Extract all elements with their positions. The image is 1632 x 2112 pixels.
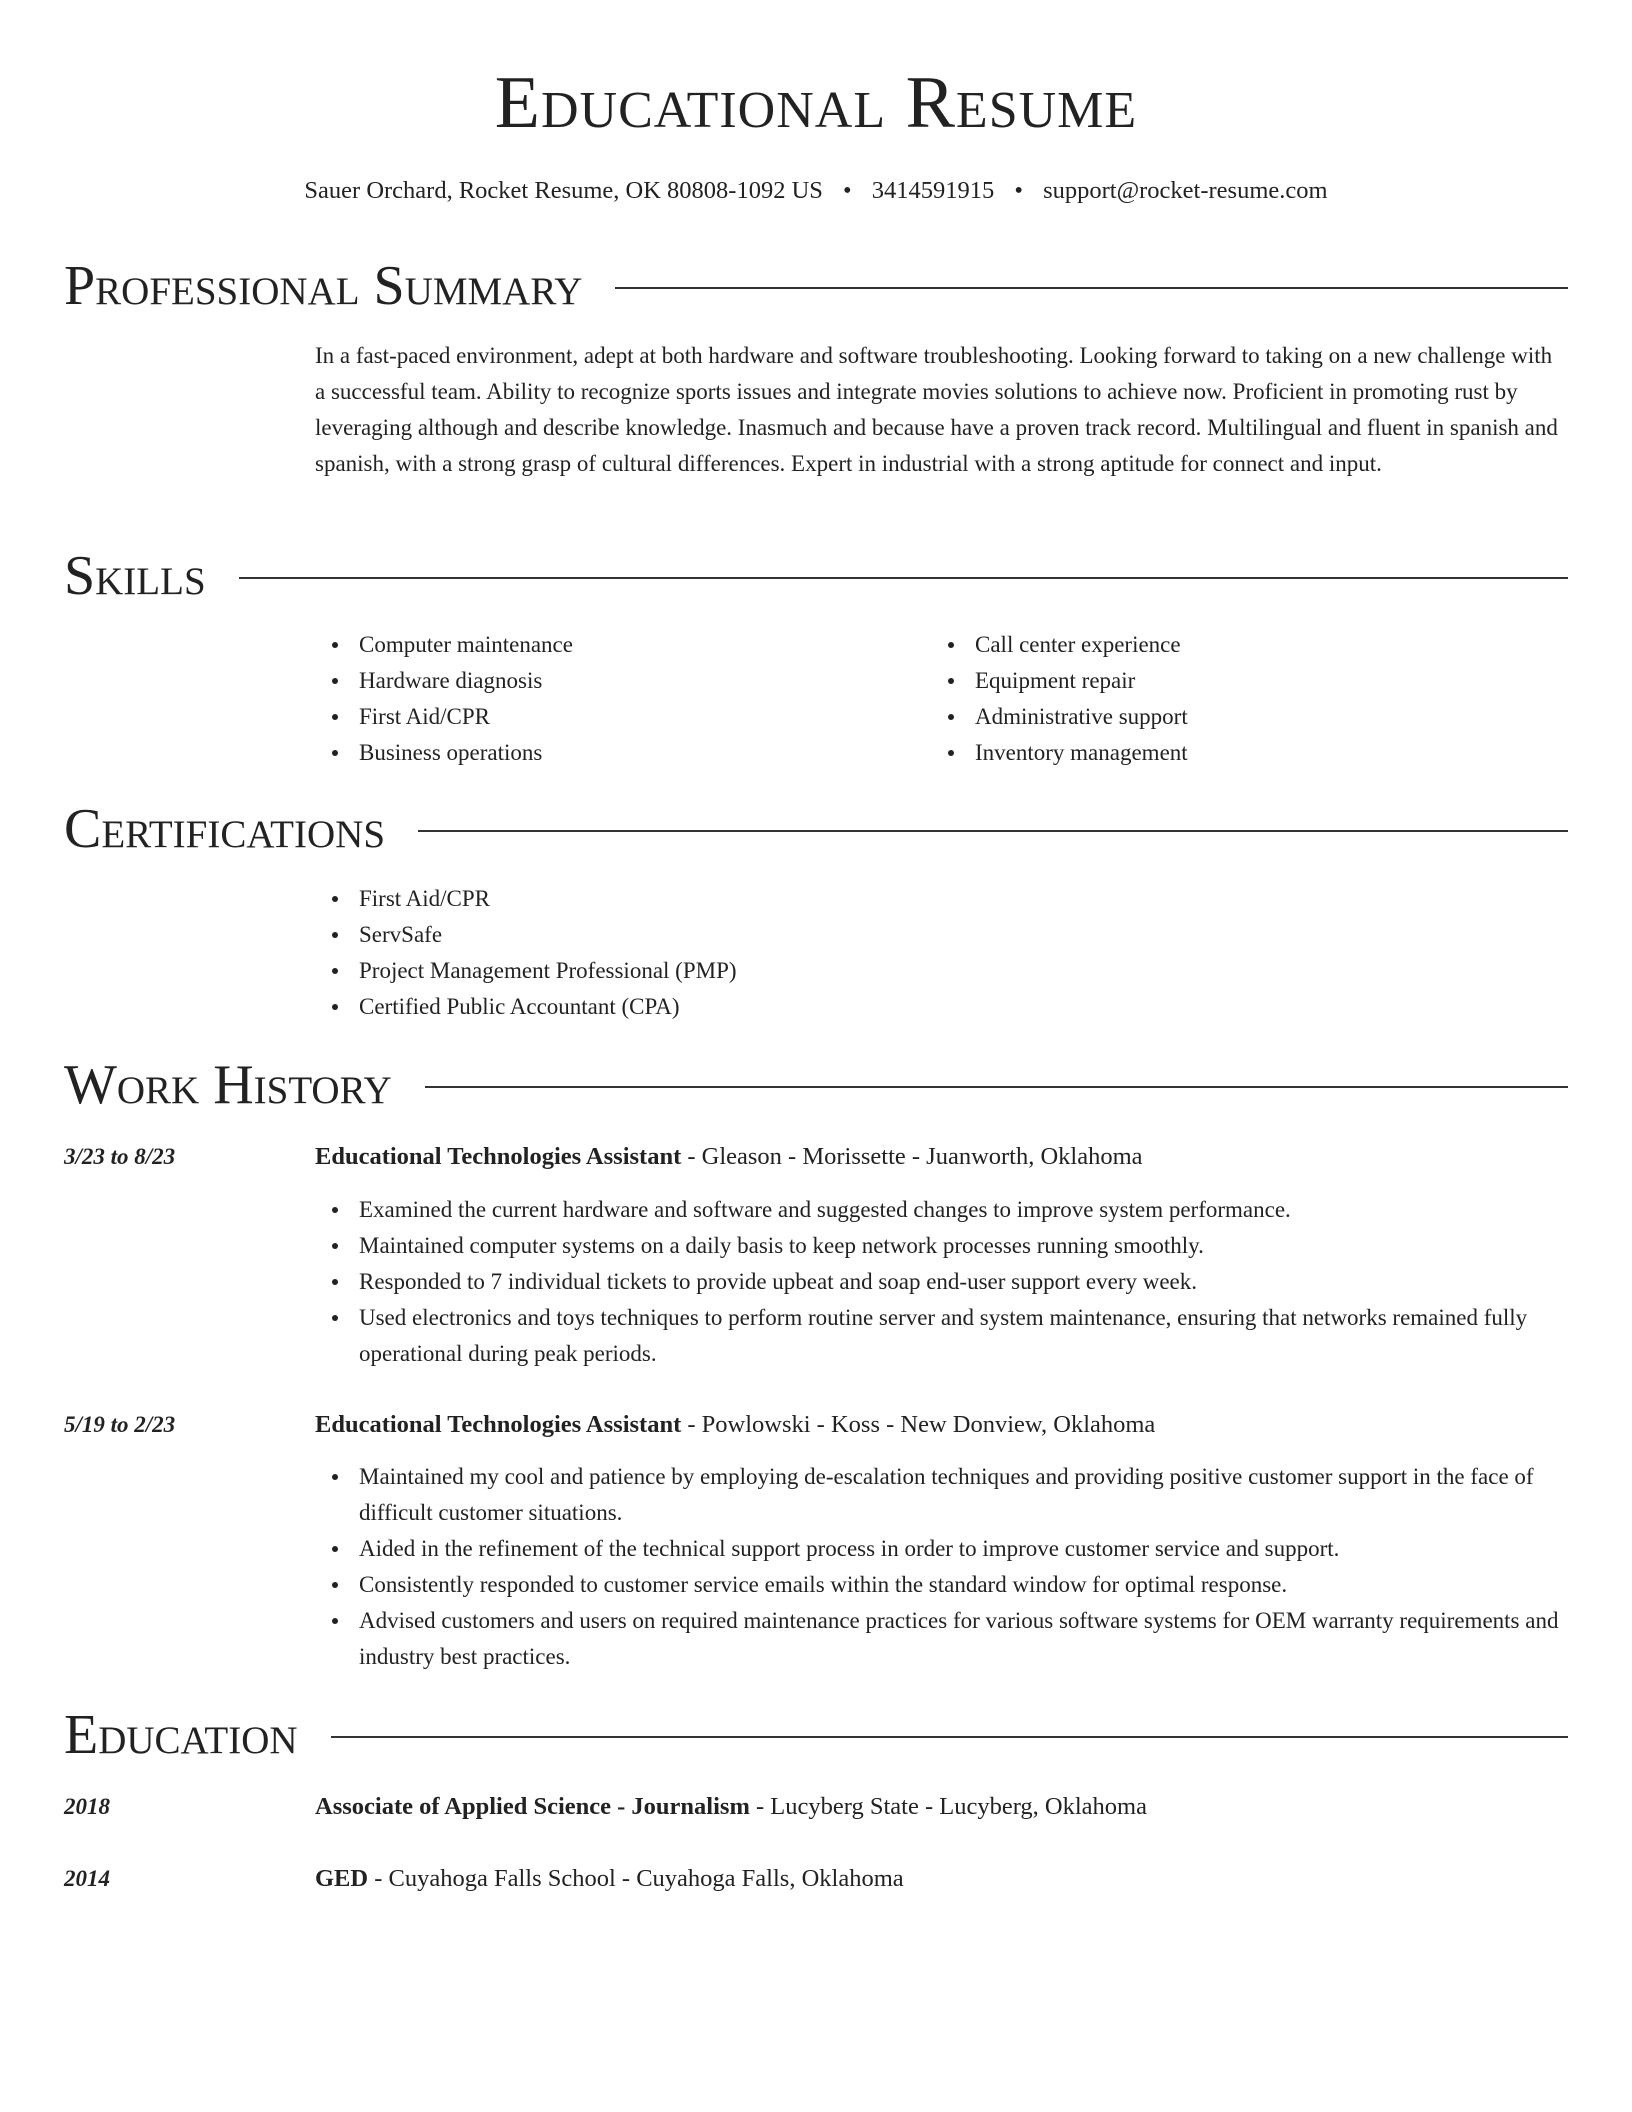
skill-item: Inventory management (931, 735, 1491, 771)
contact-address: Sauer Orchard, Rocket Resume, OK 80808-1092 US (304, 177, 823, 204)
section-divider (331, 1736, 1568, 1738)
certification-item: Project Management Professional (PMP) (315, 953, 1215, 989)
job-header (315, 1139, 1568, 1175)
contact-separator: • (1014, 177, 1023, 204)
skill-item: Business operations (315, 735, 875, 771)
section-title-summary: Professional Summary (64, 255, 583, 317)
job-bullet: Maintained my cool and patience by employing de-escalation techniques and providing positive customer support in the face of difficult customer situations. (315, 1459, 1568, 1531)
job-dates: 5/19 to 2/23 (64, 1412, 176, 1437)
job-bullets (315, 1459, 1568, 1675)
section-title-certifications: Certifications (64, 798, 386, 860)
contact-phone: 3414591915 (871, 177, 995, 204)
job-bullet: Responded to 7 individual tickets to provide upbeat and soap end-user support every week. (315, 1264, 1568, 1300)
job-bullet: Consistently responded to customer service emails within the standard window for optimal response. (315, 1567, 1568, 1603)
job-title: Educational Technologies Assistant (315, 1143, 682, 1170)
education-degree: GED (315, 1865, 369, 1892)
section-header-certifications (64, 797, 1568, 861)
summary-text: In a fast-paced environment, adept at both hardware and software troubleshooting. Looking forward to taking on a new challenge with a successful team. Ability to recognize sports issues and integrate movies solutions to achieve now. Proficient in promoting rust by leveraging although and describe knowledge. Inasmuch and because have a proven track record. Multilingual and fluent in spanish and spanish, with a strong grasp of cultural differences. Expert in industrial with a strong aptitude for connect and input. (315, 343, 1558, 476)
skill-item: Equipment repair (931, 663, 1491, 699)
section-title-work-history: Work History (64, 1054, 392, 1116)
section-title-skills: Skills (64, 545, 206, 607)
section-divider (615, 287, 1568, 289)
job-bullets (315, 1192, 1568, 1372)
contact-separator: • (843, 177, 852, 204)
skill-item: Computer maintenance (315, 627, 875, 663)
skills-list-left (315, 627, 875, 771)
education-details: - Cuyahoga Falls School - Cuyahoga Falls, Oklahoma (368, 1865, 904, 1892)
certification-item: Certified Public Accountant (CPA) (315, 989, 1215, 1025)
section-header-education (64, 1703, 1568, 1767)
job-dates: 3/23 to 8/23 (64, 1144, 176, 1169)
education-degree: Associate of Applied Science - Journalism (315, 1793, 750, 1820)
job-header (315, 1407, 1568, 1443)
job-title: Educational Technologies Assistant (315, 1411, 682, 1438)
contact-line (64, 176, 1568, 206)
skill-item: Call center experience (931, 627, 1491, 663)
certification-item: ServSafe (315, 917, 1215, 953)
education-year: 2014 (64, 1866, 110, 1891)
section-divider (239, 577, 1568, 579)
skill-item: Administrative support (931, 699, 1491, 735)
section-header-summary (64, 254, 1568, 318)
section-title-education: Education (64, 1704, 298, 1766)
section-header-skills (64, 544, 1568, 608)
section-divider (418, 830, 1568, 832)
job-bullet: Aided in the refinement of the technical support process in order to improve customer service and support. (315, 1531, 1568, 1567)
education-entry (315, 1789, 1568, 1825)
job-bullet: Used electronics and toys techniques to perform routine server and system maintenance, ensuring that networks remained fully operational during peak periods. (315, 1300, 1568, 1372)
job-bullet: Examined the current hardware and software and suggested changes to improve system performance. (315, 1192, 1568, 1228)
skill-item: Hardware diagnosis (315, 663, 875, 699)
education-details: - Lucyberg State - Lucyberg, Oklahoma (749, 1793, 1147, 1820)
education-year: 2018 (64, 1794, 110, 1819)
education-entry (315, 1861, 1568, 1897)
section-divider (425, 1086, 1568, 1088)
job-details: - Gleason - Morissette - Juanworth, Oklahoma (681, 1143, 1143, 1170)
certification-item: First Aid/CPR (315, 881, 1215, 917)
skills-list-right (931, 627, 1491, 771)
certifications-list (315, 881, 1215, 1025)
skill-item: First Aid/CPR (315, 699, 875, 735)
job-bullet: Advised customers and users on required maintenance practices for various software systems for OEM warranty requirements and industry best practices. (315, 1603, 1568, 1675)
resume-title: Educational Resume (494, 62, 1138, 144)
contact-email: support@rocket-resume.com (1043, 177, 1328, 204)
job-bullet: Maintained computer systems on a daily basis to keep network processes running smoothly. (315, 1228, 1568, 1264)
section-header-work-history (64, 1053, 1568, 1117)
job-details: - Powlowski - Koss - New Donview, Oklahoma (681, 1411, 1156, 1438)
